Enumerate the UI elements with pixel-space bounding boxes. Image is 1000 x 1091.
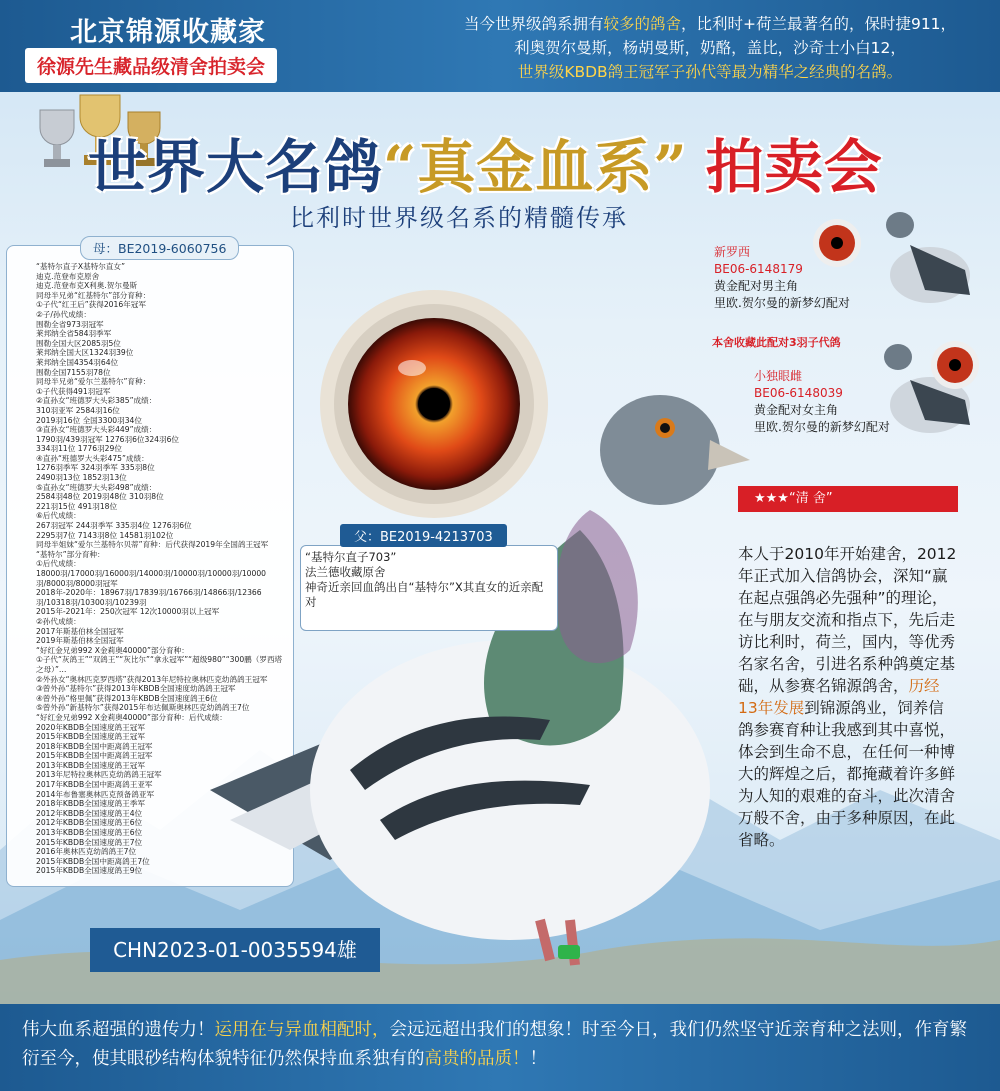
- owner-story: [738, 543, 958, 851]
- slogan-c: 会远远超出我们的想象！时至今日，我们仍然坚守近亲育种之法则，作育繁衍至今，使其眼砂结构体貌特征仍然保持血系独有的: [22, 1020, 967, 1069]
- pigeon-image: [150, 390, 770, 990]
- intro-line1-a: 当今世界级鸽系拥有: [463, 15, 604, 33]
- intro-text: [425, 12, 995, 84]
- ring-number: CHN2023-01-0035594雄: [90, 928, 380, 972]
- sire-pigeon-image: [870, 205, 990, 315]
- dam-eye-icon: [930, 340, 980, 390]
- sire-card: [714, 244, 850, 312]
- dam-card: [754, 368, 890, 436]
- sire-id: BE06-6148179: [714, 262, 803, 276]
- intro-line1-b: ，比利时+荷兰最著名的，保时捷911，: [680, 15, 957, 33]
- brand-subtitle: 徐源先生藏品级清舍拍卖会: [25, 48, 277, 83]
- main-subtitle: 比利时世界级名系的精髓传承: [290, 204, 628, 232]
- intro-line2: 利奥贺尔曼斯，杨胡曼斯，奶酪，盖比，沙奇士小白12，: [514, 39, 906, 57]
- sire-name: 新罗西: [714, 245, 751, 259]
- main-title: [88, 120, 883, 204]
- dam-line1: 黄金配对女主角: [754, 403, 839, 417]
- intro-line3: 世界级KBDB鸽王冠军子孙代等最为精华之经典的名鸽。: [517, 63, 903, 81]
- mother-pedigree-text: “基特尔直子X基特尔直女” 迪克.范登布克原舍 迪克.范登布克X利奥.贺尔曼斯 同母半兄弟“红基特尔”部分育种： ①子代“红王后”获得2016年冠军 ②子/孙代成绩： 围勒全省973羽冠军 莱邦纳全省584羽季军 围勒全国大区2085羽5位 莱邦纳全国大区1324羽39位 莱邦纳全国4354羽64位 围勒全国7155羽78位 同母半兄弟“爱尔兰基特尔”育种： ①子代获得491羽冠军 ②直孙女“班德罗大头彩385”成绩： 310羽亚军 2584羽16位 2019羽16位 全国3300羽34位 ③直孙女“班德罗大头彩449”成绩： 1790羽/439羽冠军 1276羽6位324羽6位 334羽11位 1776羽29位 ④直孙“班德罗大头彩475”成绩： 1276羽季军 324羽季军 335羽8位 2490羽13位 1852羽13位 ⑤直孙女“班德罗大头彩498”成绩： 2584羽48位 2019羽48位 310羽8位 221羽15位 491羽18位 ⑥后代成绩： 267羽冠军 244羽季军 335羽4位 1276羽6位 2295羽7位 7143羽8位 14581羽102位 同母半姐妹“爱尔兰基特尔贝蒂”育种：后代获得2019年全国鸽王冠军 “基特尔”部分育种： ①后代成绩： 18000羽/17000羽/16000羽/14000羽/10000羽/10000羽/10000羽/8000羽/8000羽冠军 2018年-2020年：18967羽/17839羽/16766羽/14866羽/12366羽/10318羽/10300羽/10239羽 2015年-2021年：250次冠军 12次10000羽以上冠军 ②孙代成绩： 2017年斯基伯林全国冠军 2019年斯基伯林全国冠军 “好红金兄弟992 X金莉奥40000”部分育种： ①子代“灰鸽王”“双鸽王”“灰比尔”“拿永冠军”“超级980”“300鹏（罗西塔之母）”… ②外孙女“奥林匹克罗西塔”获得2013年尼特拉奥林匹克幼鸽鸽王冠军 ③曾外孙“基特尔”获得2013年KBDB全国速度幼鸽鸽王冠军 ④曾外孙“格里佩”获得2013年KBDB全国速度鸽王6位 ⑤曾外孙“新基特尔”获得2015年布达佩斯奥林匹克幼鸽鸽王7位 “好红金兄弟992 X金莉奥40000”部分育种：后代成绩： 2020年KBDB全国速度鸽王冠军 2015年KBDB全国速度鸽王冠军 2018年KBDB全国中距离鸽王冠军 2015年KBDB全国中距离鸽王冠军 2013年KBDB全国速度鸽王冠军 2013年尼特拉奥林匹克幼鸽鸽王冠军 2017年KBDB全国中距离鸽王亚军 2014年布鲁塞奥林匹克预备鸽亚军 2018年KBDB全国速度鸽王季军 2012年KBDB全国速度鸽王4位 2012年KBDB全国速度鸽王6位 2013年KBDB全国速度鸽王6位 2015年KBDB全国速度鸽王7位 2016年奥林匹克幼鸽鸽王7位 2015年KBDB全国中距离鸽王7位 2015年KBDB全国速度鸽王9位: [36, 262, 283, 876]
- bottom-slogan: [22, 1016, 982, 1074]
- sire-line1: 黄金配对男主角: [714, 279, 799, 293]
- dam-id: BE06-6148039: [754, 386, 843, 400]
- slogan-e: ！: [529, 1049, 547, 1069]
- slogan-d: 高贵的品质！: [424, 1049, 530, 1069]
- title-part1: 世界大名鸽: [88, 133, 384, 201]
- slogan-b: 运用在与异血相配时，: [214, 1020, 390, 1040]
- clearance-label: ★★★“清 舍”: [738, 486, 958, 512]
- father-label: 父：BE2019-4213703: [340, 524, 507, 547]
- dam-name: 小独眼雌: [754, 369, 803, 383]
- story-part2: 到锦源鸽业，饲养信鸽参赛育种让我感到其中喜悦，体会到生命不息，在任何一种博大的辉煌之后，都掩藏着许多鲜为人知的艰难的奋斗，此次清舍万般不舍，由于多种原因，在此省略。: [738, 699, 956, 849]
- intro-line1-highlight: 较多的鸽舍: [603, 15, 681, 33]
- offspring-note: 本舍收藏此配对3羽子代鸽: [712, 336, 841, 349]
- story-highlight: 历经13年发展: [738, 677, 940, 717]
- mother-label: 母：BE2019-6060756: [80, 236, 239, 260]
- slogan-a: 伟大血系超强的遗传力！: [22, 1020, 215, 1040]
- dam-line2: 里欧.贺尔曼的新梦幻配对: [754, 420, 890, 434]
- story-part1: 本人于2010年开始建舍，2012年正式加入信鸽协会，深知“赢在起点强鸽必先强种”的理论，在与朋友交流和指点下，先后走访比利时，荷兰，国内，等优秀名家名舍，引进名系种鸽奠定基础，从参赛名锦源鸽舍，: [738, 545, 957, 695]
- sire-line2: 里欧.贺尔曼的新梦幻配对: [714, 296, 850, 310]
- title-part3: 拍卖会: [705, 133, 883, 201]
- father-pedigree-text: “基特尔直子703” 法兰德收藏原舍 神奇近亲回血鸽出自“基特尔”X其直女的近亲配对: [305, 550, 544, 609]
- brand-title: 北京锦源收藏家: [70, 17, 266, 48]
- title-part2: “真金血系”: [383, 133, 688, 201]
